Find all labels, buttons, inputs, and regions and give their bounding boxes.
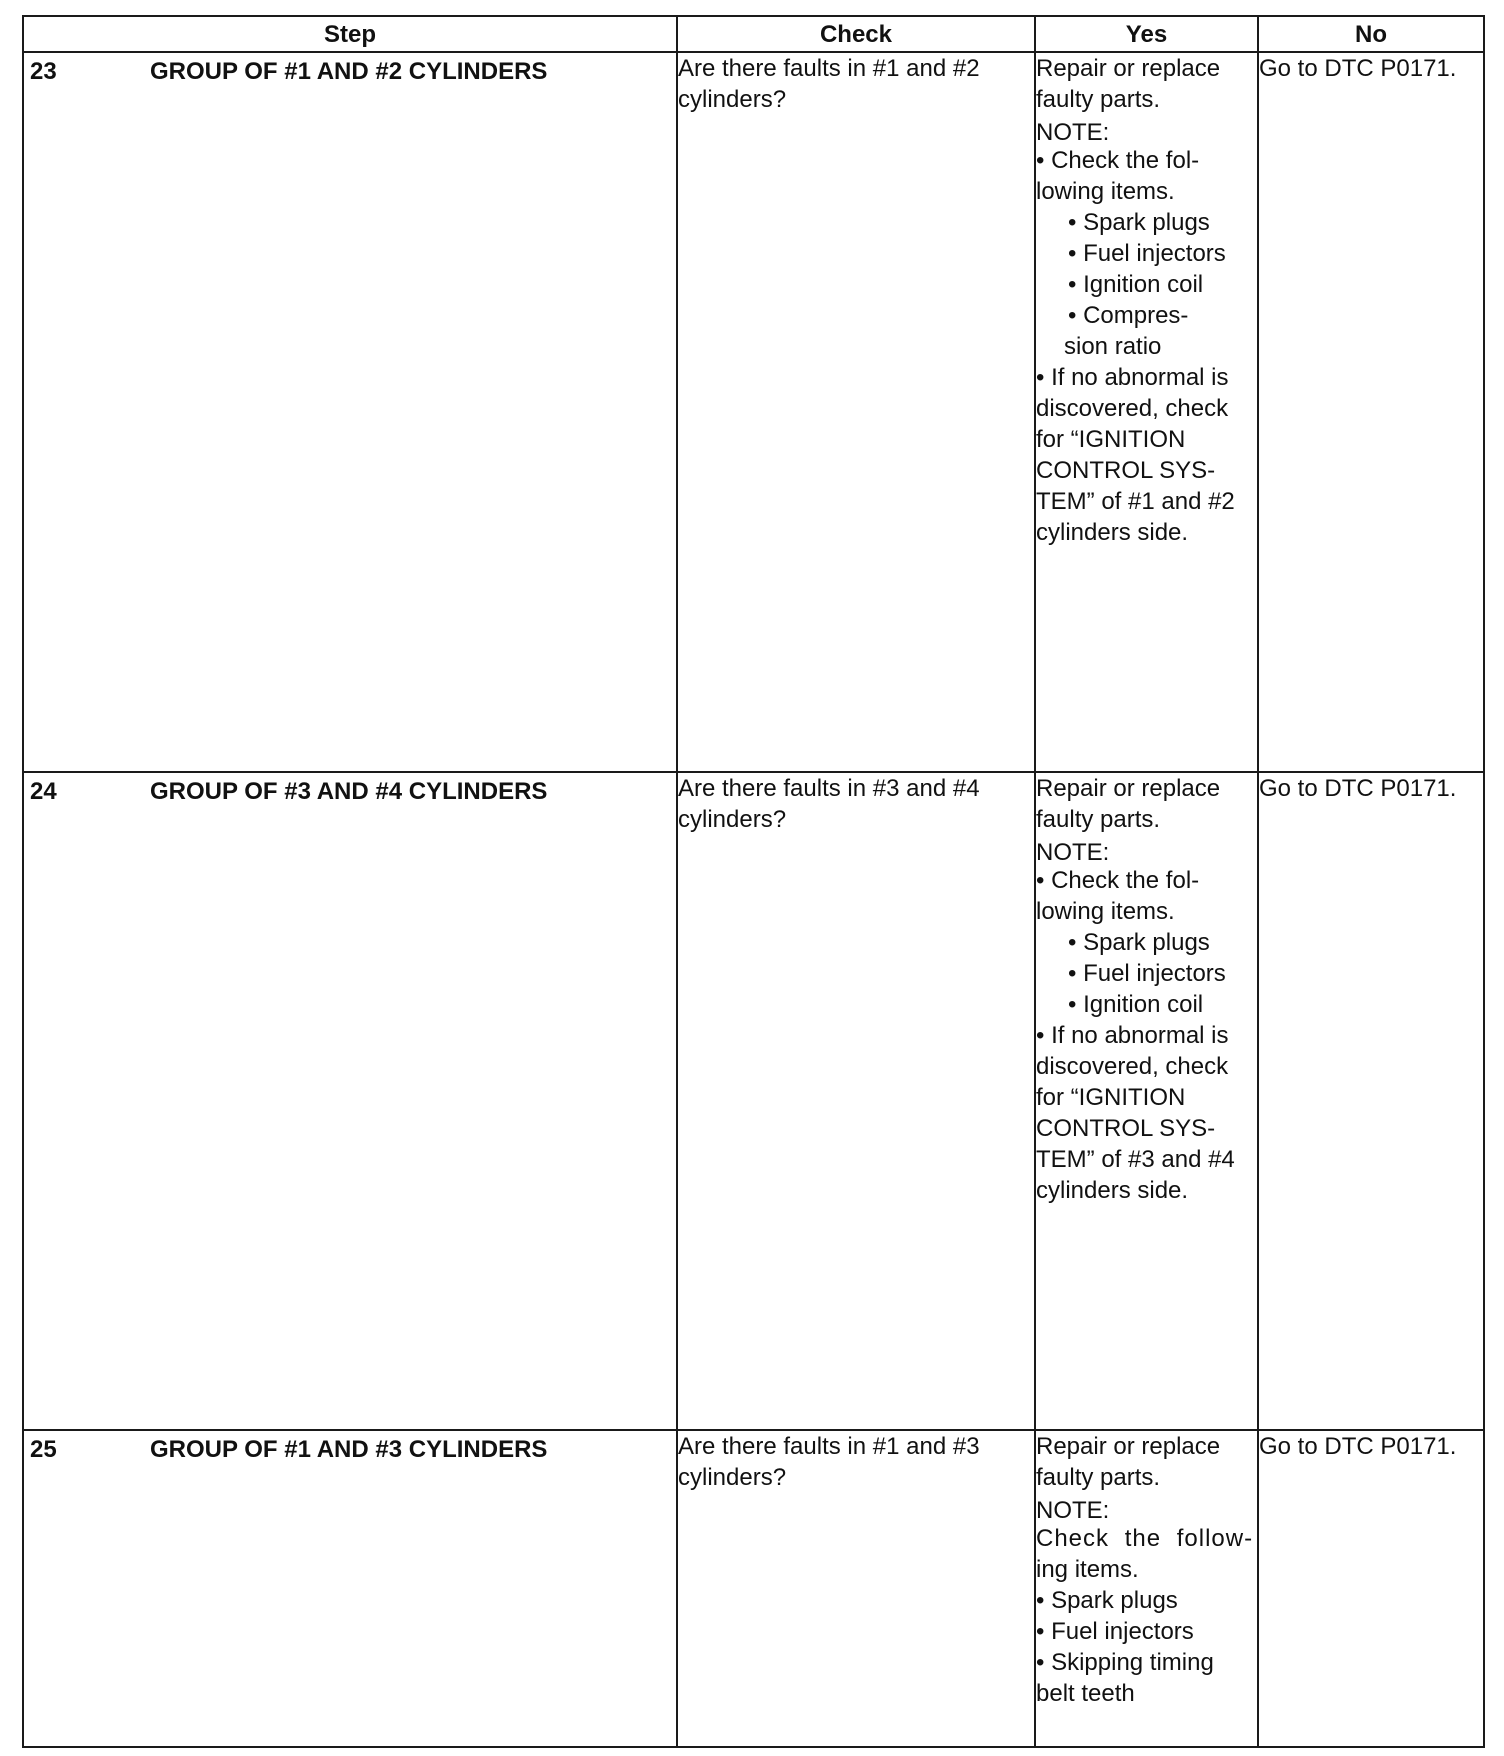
table-row <box>23 1430 1484 1747</box>
step-number: 25 <box>30 1436 57 1463</box>
sub-bullet: • Fuel injectors <box>1068 240 1226 267</box>
note-bullet-cont: discovered, check <box>1036 1053 1229 1080</box>
step-cell <box>23 52 677 772</box>
step-cell <box>23 772 677 1430</box>
note-text-line: Check the follow- <box>1036 1525 1254 1552</box>
yes-text-line: faulty parts. <box>1036 806 1161 833</box>
header-check: Check <box>677 16 1035 52</box>
step-title: GROUP OF #1 AND #2 CYLINDERS <box>150 58 548 85</box>
check-cell <box>677 1430 1035 1747</box>
no-cell <box>1258 52 1484 772</box>
no-action-text: Go to DTC P0171. <box>1259 775 1457 802</box>
note-bullet-cont: CONTROL SYS- <box>1036 457 1216 484</box>
step-title: GROUP OF #1 AND #3 CYLINDERS <box>150 1436 548 1463</box>
yes-cell <box>1035 1430 1258 1747</box>
note-bullet-cont: for “IGNITION <box>1036 1084 1186 1111</box>
no-action-text: Go to DTC P0171. <box>1259 1433 1457 1460</box>
sub-bullet-cont: sion ratio <box>1064 333 1162 360</box>
check-text-line: cylinders? <box>678 806 787 833</box>
note-bullet-cont: TEM” of #3 and #4 <box>1036 1146 1235 1173</box>
note-bullet-cont: cylinders side. <box>1036 1177 1189 1204</box>
note-bullet-cont: belt teeth <box>1036 1680 1135 1707</box>
note-bullet: • If no abnormal is <box>1036 364 1229 391</box>
no-action-text: Go to DTC P0171. <box>1259 55 1457 82</box>
check-cell <box>677 52 1035 772</box>
note-bullet-cont: cylinders side. <box>1036 519 1189 546</box>
note-bullet-cont: lowing items. <box>1036 898 1175 925</box>
no-cell <box>1258 1430 1484 1747</box>
note-label: NOTE: <box>1036 119 1110 146</box>
step-number: 24 <box>30 778 57 805</box>
note-text-line: ing items. <box>1036 1556 1139 1583</box>
yes-text-line: faulty parts. <box>1036 1464 1161 1491</box>
header-step: Step <box>23 16 677 52</box>
sub-bullet: • Ignition coil <box>1068 271 1204 298</box>
yes-cell <box>1035 772 1258 1430</box>
table-row <box>23 52 1484 772</box>
note-bullet-cont: TEM” of #1 and #2 <box>1036 488 1235 515</box>
yes-cell <box>1035 52 1258 772</box>
yes-text-line: Repair or replace <box>1036 55 1221 82</box>
yes-text-line: Repair or replace <box>1036 775 1221 802</box>
sub-bullet: • Compres- <box>1068 302 1189 329</box>
sub-bullet: • Spark plugs <box>1068 209 1210 236</box>
check-text-line: Are there faults in #1 and #3 <box>678 1433 980 1460</box>
sub-bullet: • Fuel injectors <box>1068 960 1226 987</box>
step-cell <box>23 1430 677 1747</box>
note-bullet: • Check the fol- <box>1036 867 1200 894</box>
no-cell <box>1258 772 1484 1430</box>
check-text-line: cylinders? <box>678 1464 787 1491</box>
step-number: 23 <box>30 58 57 85</box>
note-label: NOTE: <box>1036 1497 1110 1524</box>
yes-text-line: Repair or replace <box>1036 1433 1221 1460</box>
note-bullet: • If no abnormal is <box>1036 1022 1229 1049</box>
note-bullet-cont: lowing items. <box>1036 178 1175 205</box>
yes-text-line: faulty parts. <box>1036 86 1161 113</box>
table-row <box>23 772 1484 1430</box>
note-label: NOTE: <box>1036 839 1110 866</box>
header-no: No <box>1258 16 1484 52</box>
note-bullet-cont: for “IGNITION <box>1036 426 1186 453</box>
note-bullet: • Skipping timing <box>1036 1649 1214 1676</box>
note-bullet: • Check the fol- <box>1036 147 1200 174</box>
note-bullet: • Spark plugs <box>1036 1587 1178 1614</box>
check-text-line: Are there faults in #3 and #4 <box>678 775 980 802</box>
note-bullet-cont: discovered, check <box>1036 395 1229 422</box>
sub-bullet: • Ignition coil <box>1068 991 1204 1018</box>
check-cell <box>677 772 1035 1430</box>
note-bullet-cont: CONTROL SYS- <box>1036 1115 1216 1142</box>
note-bullet: • Fuel injectors <box>1036 1618 1194 1645</box>
header-yes: Yes <box>1035 16 1258 52</box>
diagnostic-table <box>22 15 1485 1748</box>
check-text-line: Are there faults in #1 and #2 <box>678 55 980 82</box>
check-text-line: cylinders? <box>678 86 787 113</box>
step-title: GROUP OF #3 AND #4 CYLINDERS <box>150 778 548 805</box>
sub-bullet: • Spark plugs <box>1068 929 1210 956</box>
header-row <box>23 16 1484 52</box>
